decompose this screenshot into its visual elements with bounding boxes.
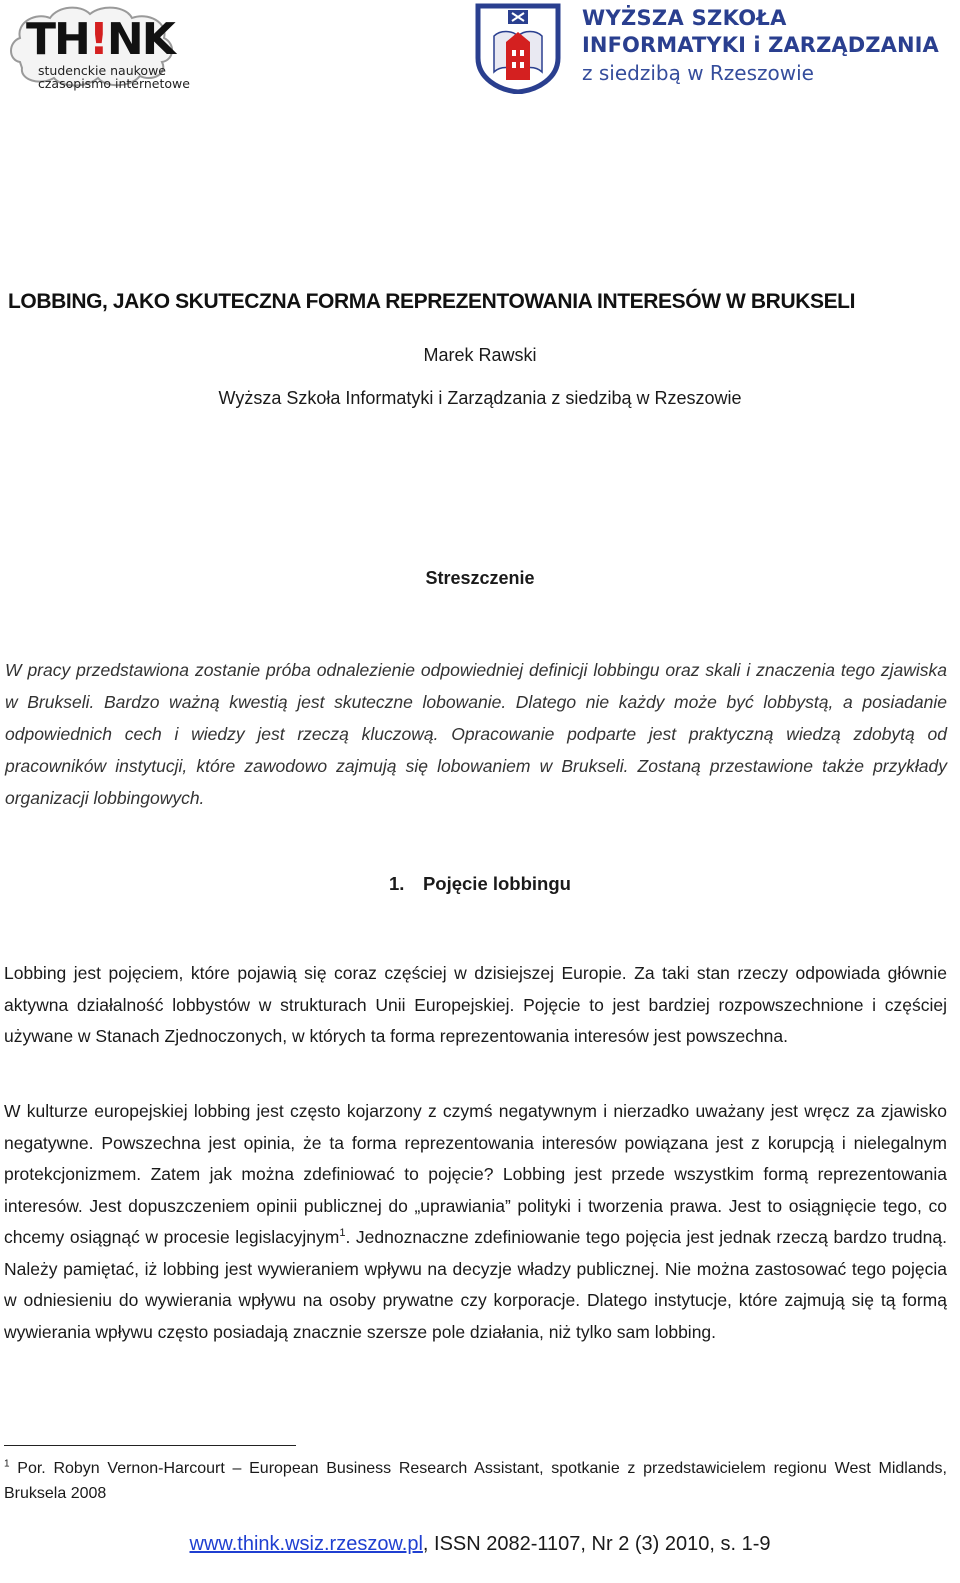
abstract-heading: Streszczenie (425, 568, 535, 588)
footnote-number: 1 (4, 1458, 10, 1470)
article-title: LOBBING, JAKO SKUTECZNA FORMA REPREZENTOWANIA INTERESÓW W BRUKSELI (8, 290, 856, 313)
body-paragraph-2 (4, 1096, 947, 1348)
think-logo (6, 2, 191, 92)
body-paragraph-1: Lobbing jest pojęciem, które pojawią się coraz częściej w dzisiejszej Europie. Za taki stan rzeczy odpowiada głównie aktywna działalność lobbystów w strukturach Unii Europejskiej. Pojęcie to jest bardziej rozpowszechnione i częściej używane w Stanach Zjednoczonych, w których ta forma reprezentowania interesów jest powszechna. (4, 963, 947, 1046)
footer-citation: , ISSN 2082-1107, Nr 2 (3) 2010, s. 1-9 (422, 1533, 771, 1555)
paragraph-2-text-b: . Jednoznaczne zdefiniowanie tego pojęcia jest jednak rzeczą bardzo trudną. Należy pamiętać, iż lobbing jest wywieraniem wpływu na decyzje władzy publicznej. Nie można zastosować tego pojęcia w odniesieniu do wywierania wpływu na osoby prywatne czy korporacje. Dlatego instytucje, które zajmują się tą formą wywierania wpływu często posiadają znacznie szersze pole działania, niż tylko sam lobbing. (4, 1227, 947, 1342)
think-word-bang: ! (88, 14, 107, 65)
wsiz-name-line-1: WYŻSZA SZKOŁA (582, 6, 787, 30)
footnote-ref[interactable]: 1 (339, 1227, 346, 1240)
footnote (4, 1456, 947, 1506)
wsiz-logo (472, 2, 952, 97)
think-wordmark (26, 14, 174, 65)
journal-link[interactable]: www.think.wsiz.rzeszow.pl (189, 1533, 423, 1555)
paragraph-2-text-a: W kulturze europejskiej lobbing jest często kojarzony z czymś negatywnym i nierzadko uważany jest wręcz za zjawisko negatywne. Powszechna jest opinia, że ta forma reprezentowania interesów powiązana jest z korupcją i nielegalnym protekcjonizmem. Zatem jak można zdefiniować to pojęcie? Lobbing jest przede wszystkim formą reprezentowania interesów. Jest dopuszczeniem opinii publicznej do „uprawiania” polityki i tworzenia prawa. Jest to osiągnięcie tego, co chcemy osiągnąć w procesie legislacyjnym (4, 1101, 947, 1247)
page-footer (0, 1533, 960, 1556)
section-heading-1: 1. Pojęcie lobbingu (389, 873, 571, 894)
author-name: Marek Rawski (423, 345, 537, 365)
abstract-text: W pracy przedstawiona zostanie próba odnalezienie odpowiedniej definicji lobbingu oraz skali i znaczenia tego zjawiska w Brukseli. Bardzo ważną kwestią jest skuteczne lobowanie. Dlatego nie każdy może być lobbystą, a posiadanie odpowiednich cech i wiedzy jest rzeczą kluczową. Opracowanie podparte jest praktyczną wiedzą zdobytą od pracowników instytucji, które zawodowo zajmują się lobowaniem w Brukseli. Zostaną przestawione także przykłady organizacji lobbingowych. (5, 660, 947, 808)
wsiz-name-line-3: z siedzibą w Rzeszowie (582, 61, 814, 85)
think-subtitle-1: studenckie naukowe (38, 63, 166, 78)
wsiz-emblem-icon (472, 2, 564, 94)
wsiz-name-line-2: INFORMATYKI i ZARZĄDZANIA (582, 33, 939, 57)
footnote-text: Por. Robyn Vernon-Harcourt – European Business Research Assistant, spotkanie z przedstawicielem regionu West Midlands, Bruksela 2008 (4, 1460, 947, 1502)
page-header (0, 0, 960, 100)
think-word-main: TH (26, 14, 89, 65)
think-word-end: NK (106, 14, 174, 65)
author-affiliation: Wyższa Szkoła Informatyki i Zarządzania z siedzibą w Rzeszowie (218, 388, 742, 408)
footnote-divider (4, 1445, 296, 1446)
think-subtitle-2: czasopismo internetowe (38, 76, 190, 91)
